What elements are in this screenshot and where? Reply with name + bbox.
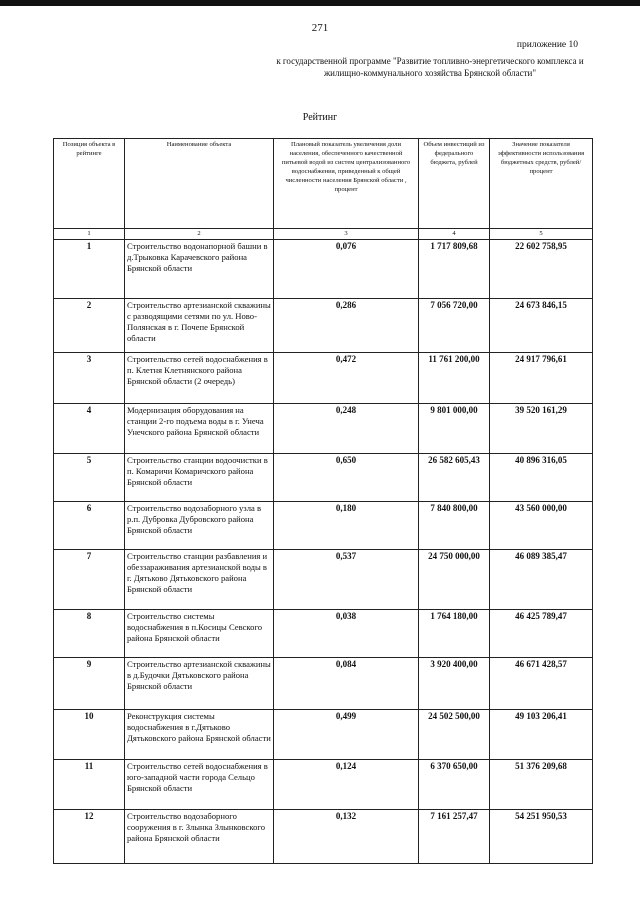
row-efficiency: 39 520 161,29 <box>490 404 593 454</box>
header-object-name: Наименование объекта <box>125 139 274 229</box>
row-object-name: Строительство артезианской скважины с разводящими сетями по ул. Ново-Полянская в г. Почепе Брянской области <box>125 299 274 353</box>
row-population-share: 0,537 <box>274 550 419 610</box>
row-population-share: 0,286 <box>274 299 419 353</box>
column-number-row <box>54 229 593 240</box>
table-row <box>54 299 593 353</box>
row-population-share: 0,124 <box>274 760 419 810</box>
row-object-name: Строительство сетей водоснабжения в юго-западной части города Сельцо Брянской области <box>125 760 274 810</box>
table-row <box>54 240 593 299</box>
row-efficiency: 46 425 789,47 <box>490 610 593 658</box>
header-position: Позиция объекта в рейтинге <box>54 139 125 229</box>
appendix-label: приложение 10 <box>516 40 578 50</box>
row-population-share: 0,084 <box>274 658 419 710</box>
row-investment: 11 761 200,00 <box>419 353 490 404</box>
row-population-share: 0,038 <box>274 610 419 658</box>
row-position: 1 <box>54 240 125 299</box>
table-row <box>54 353 593 404</box>
row-efficiency: 40 896 316,05 <box>490 454 593 502</box>
table-header-row <box>54 139 593 229</box>
row-object-name: Строительство системы водоснабжения в п.Косицы Севского района Брянской области <box>125 610 274 658</box>
row-efficiency: 43 560 000,00 <box>490 502 593 550</box>
column-number: 2 <box>125 229 274 240</box>
row-population-share: 0,472 <box>274 353 419 404</box>
table-row <box>54 810 593 864</box>
row-object-name: Модернизация оборудования на станции 2-го подъема воды в г. Унеча Унечского района Брянской области <box>125 404 274 454</box>
row-investment: 24 502 500,00 <box>419 710 490 760</box>
row-position: 4 <box>54 404 125 454</box>
program-reference: к государственной программе "Развитие топливно-энергетического комплекса и жилищно-коммунального хозяйства Брянской области" <box>276 56 584 78</box>
row-object-name: Строительство водозаборного узла в р.п. Дубровка Дубровского района Брянской области <box>125 502 274 550</box>
row-object-name: Строительство сетей водоснабжения в п. Клетня Клетнянского района Брянской области (2 очередь) <box>125 353 274 404</box>
row-population-share: 0,132 <box>274 810 419 864</box>
row-population-share: 0,180 <box>274 502 419 550</box>
rating-title: Рейтинг <box>302 112 338 123</box>
table-row <box>54 760 593 810</box>
row-efficiency: 24 673 846,15 <box>490 299 593 353</box>
row-population-share: 0,248 <box>274 404 419 454</box>
row-object-name: Строительство артезианской скважины в д.Будочки Дятьковского района Брянской области <box>125 658 274 710</box>
row-efficiency: 51 376 209,68 <box>490 760 593 810</box>
row-object-name: Строительство станции разбавления и обеззараживания артезианской воды в г. Дятьково Дятьковского района Брянской области <box>125 550 274 610</box>
row-investment: 7 056 720,00 <box>419 299 490 353</box>
row-efficiency: 49 103 206,41 <box>490 710 593 760</box>
row-population-share: 0,499 <box>274 710 419 760</box>
row-investment: 1 717 809,68 <box>419 240 490 299</box>
page-top-edge <box>0 0 640 6</box>
row-investment: 26 582 605,43 <box>419 454 490 502</box>
table-row <box>54 610 593 658</box>
row-population-share: 0,650 <box>274 454 419 502</box>
row-investment: 3 920 400,00 <box>419 658 490 710</box>
row-efficiency: 46 671 428,57 <box>490 658 593 710</box>
table-row <box>54 454 593 502</box>
row-investment: 6 370 650,00 <box>419 760 490 810</box>
table-row <box>54 658 593 710</box>
row-efficiency: 24 917 796,61 <box>490 353 593 404</box>
column-number: 5 <box>490 229 593 240</box>
header-population-share: Плановый показатель увеличения доли населения, обеспеченного качественной питьевой водой из систем централизованного водоснабжения, приведенный к общей численности населения Брянской области , процент <box>274 139 419 229</box>
row-position: 8 <box>54 610 125 658</box>
row-investment: 1 764 180,00 <box>419 610 490 658</box>
row-position: 7 <box>54 550 125 610</box>
column-number: 3 <box>274 229 419 240</box>
table-row <box>54 550 593 610</box>
table-row <box>54 710 593 760</box>
row-investment: 7 161 257,47 <box>419 810 490 864</box>
row-efficiency: 22 602 758,95 <box>490 240 593 299</box>
row-position: 5 <box>54 454 125 502</box>
header-investment: Объем инвестиций из федерального бюджета, рублей <box>419 139 490 229</box>
row-position: 9 <box>54 658 125 710</box>
row-investment: 24 750 000,00 <box>419 550 490 610</box>
column-number: 1 <box>54 229 125 240</box>
column-number: 4 <box>419 229 490 240</box>
row-position: 2 <box>54 299 125 353</box>
row-object-name: Строительство станции водоочистки в п. Комаричи Комаричского района Брянской области <box>125 454 274 502</box>
rating-table <box>53 138 593 864</box>
row-investment: 7 840 800,00 <box>419 502 490 550</box>
header-efficiency: Значение показателя эффективности использования бюджетных средств, рублей/процент <box>490 139 593 229</box>
row-position: 11 <box>54 760 125 810</box>
row-position: 3 <box>54 353 125 404</box>
row-population-share: 0,076 <box>274 240 419 299</box>
row-position: 10 <box>54 710 125 760</box>
row-object-name: Строительство водонапорной башни в д.Трыковка Карачевского района Брянской области <box>125 240 274 299</box>
page-number: 271 <box>311 22 329 34</box>
row-efficiency: 54 251 950,53 <box>490 810 593 864</box>
table-row <box>54 404 593 454</box>
row-investment: 9 801 000,00 <box>419 404 490 454</box>
table-row <box>54 502 593 550</box>
row-position: 12 <box>54 810 125 864</box>
row-object-name: Реконструкция системы водоснабжения в г.Дятьково Дятьковского района Брянской области <box>125 710 274 760</box>
row-object-name: Строительство водозаборного сооружения в г. Злынка Злынковского района Брянской области <box>125 810 274 864</box>
row-efficiency: 46 089 385,47 <box>490 550 593 610</box>
row-position: 6 <box>54 502 125 550</box>
